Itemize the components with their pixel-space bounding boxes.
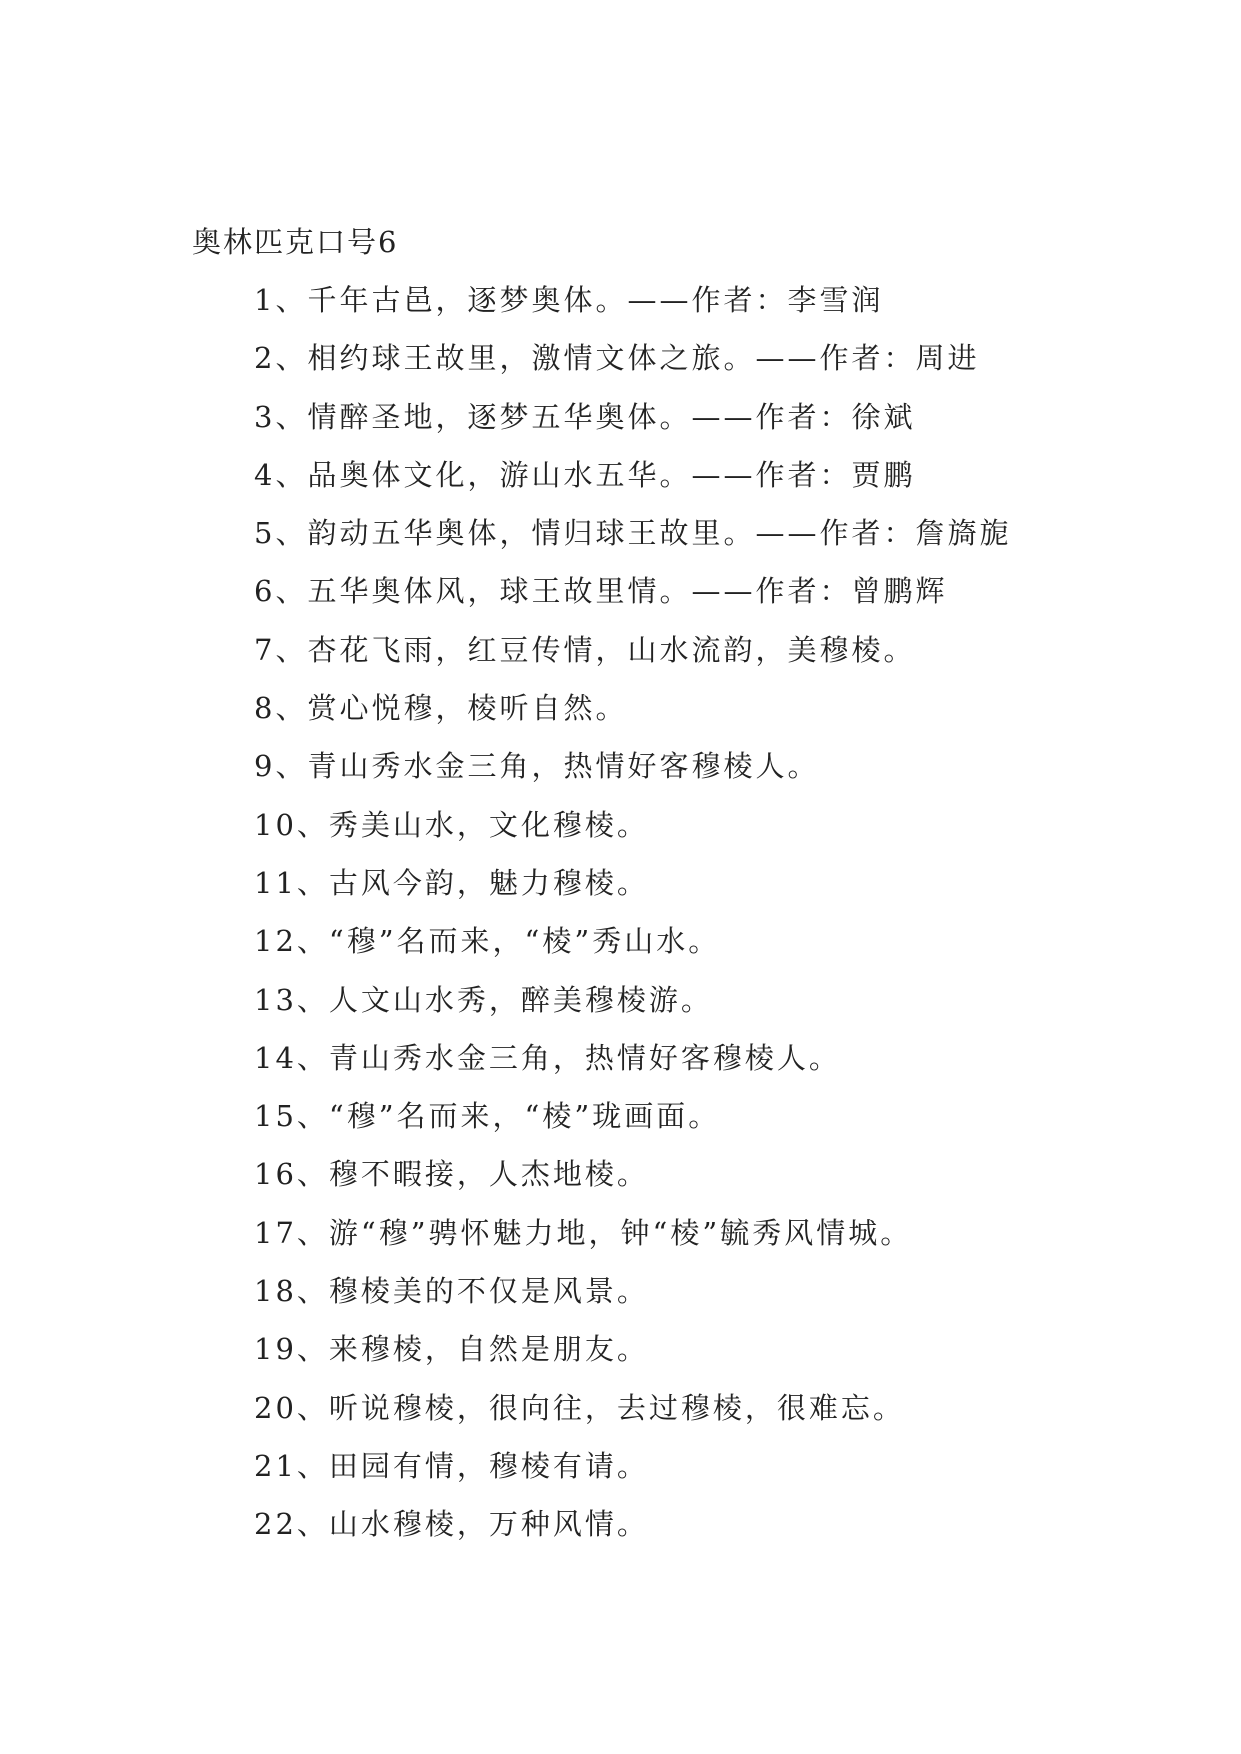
slogan-item-9: 9、青山秀水金三角，热情好客穆棱人。 xyxy=(254,749,820,784)
slogan-list xyxy=(254,280,1011,1563)
slogan-item-11: 11、古风今韵，魅力穆棱。 xyxy=(254,865,649,900)
slogan-item-7: 7、杏花飞雨，红豆传情，山水流韵，美穆棱。 xyxy=(254,632,916,667)
slogan-item-21: 21、田园有情，穆棱有请。 xyxy=(254,1448,649,1483)
slogan-item-5: 5、韵动五华奥体，情归球王故里。——作者：詹旖旎 xyxy=(254,516,1012,551)
slogan-item-20: 20、听说穆棱，很向往，去过穆棱，很难忘。 xyxy=(254,1390,905,1425)
slogan-item-14: 14、青山秀水金三角，热情好客穆棱人。 xyxy=(254,1040,841,1075)
slogan-item-15: 15、“穆”名而来，“棱”珑画面。 xyxy=(254,1099,721,1134)
slogan-item-17: 17、游“穆”骋怀魅力地，钟“棱”毓秀风情城。 xyxy=(254,1215,913,1250)
slogan-item-6: 6、五华奥体风，球王故里情。——作者：曾鹏辉 xyxy=(254,574,948,609)
slogan-item-12: 12、“穆”名而来，“棱”秀山水。 xyxy=(254,924,721,959)
document-title: 奥林匹克口号6 xyxy=(192,225,399,259)
slogan-item-16: 16、穆不暇接，人杰地棱。 xyxy=(254,1157,649,1192)
slogan-item-4: 4、品奥体文化，游山水五华。——作者：贾鹏 xyxy=(254,457,916,492)
slogan-item-2: 2、相约球王故里，激情文体之旅。——作者：周进 xyxy=(254,341,980,376)
slogan-item-13: 13、人文山水秀，醉美穆棱游。 xyxy=(254,982,713,1017)
slogan-item-22: 22、山水穆棱，万种风情。 xyxy=(254,1507,649,1542)
slogan-item-19: 19、来穆棱，自然是朋友。 xyxy=(254,1332,649,1367)
slogan-item-1: 1、千年古邑，逐梦奥体。——作者：李雪润 xyxy=(254,283,884,317)
slogan-item-18: 18、穆棱美的不仅是风景。 xyxy=(254,1274,649,1309)
slogan-item-3: 3、情醉圣地，逐梦五华奥体。——作者：徐斌 xyxy=(254,399,916,434)
slogan-item-10: 10、秀美山水，文化穆棱。 xyxy=(254,807,649,842)
slogan-item-8: 8、赏心悦穆，棱听自然。 xyxy=(254,691,628,726)
